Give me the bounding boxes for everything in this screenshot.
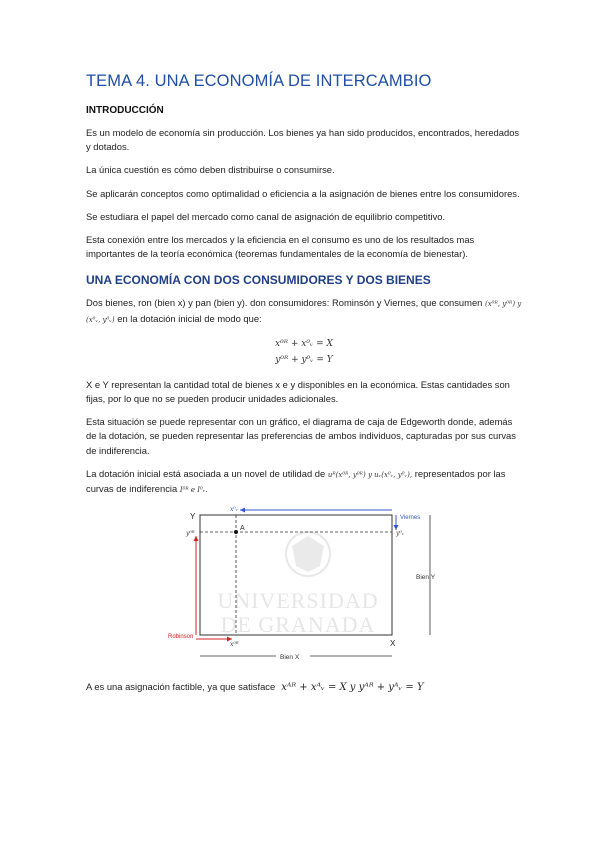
university-watermark: [217, 532, 378, 637]
bien-y-label: Bien Y: [416, 574, 436, 582]
utility-text: La dotación inicial está asociada a un novel de utilidad de: [86, 467, 326, 479]
page-title: TEMA 4. UNA ECONOMÍA DE INTERCAMBIO: [86, 72, 432, 90]
equation-block: [86, 336, 522, 368]
goods-text: Dos bienes, ron (bien x) y pan (bien y). don consumidores: Rominsón y Viernes, que consumen: [86, 297, 483, 309]
watermark-line-2: DE GRANADA: [220, 612, 376, 638]
feasibility-math: xᴬᴿ + xᴬᵥ = X y yᴬᴿ + yᴬᵥ = Y: [281, 682, 424, 694]
point-a-label: A: [240, 525, 245, 533]
robinson-label: Robinson: [168, 634, 194, 641]
allocation-point-a: [234, 530, 238, 534]
utility-text-2: representados por las curvas de indiferencia: [86, 467, 506, 495]
bien-x-label: Bien X: [280, 654, 300, 662]
edgeworth-box-diagram: [86, 506, 522, 668]
yV-label: y⁰ᵥ: [396, 530, 405, 538]
document-content: [86, 72, 522, 704]
edgeworth-paragraph: Esta situación se puede representar con un gráfico, el diagrama de caja de Edgeworth donde, además de la dotación, se pueden representar las preferencias de ambos individuos, capturadas por sus curvas de indiferencia.: [86, 416, 516, 456]
indifference-math: I⁰ᴿ e I⁰ᵥ.: [179, 486, 208, 495]
xV-label: x⁰ᵥ: [230, 506, 239, 514]
feasibility-text: A es una asignación factible, ya que satisface: [86, 681, 276, 693]
intro-paragraph-4: Se estudiara el papel del mercado como canal de asignación de equilibrio competitivo.: [86, 210, 446, 222]
box-label-y: Y: [190, 512, 196, 522]
xR-label: x⁰ᴿ: [230, 641, 239, 649]
endowment-math: (x⁰ᴿ, y⁰ᴿ) y (x⁰ᵥ, y⁰ᵥ): [86, 300, 522, 324]
intro-paragraph-3: Se aplicarán conceptos como optimalidad o eficiencia a la asignación de bienes entre los consumidores.: [86, 187, 520, 199]
edgeworth-box-figure: [86, 506, 522, 668]
viernes-label: Viernes: [400, 515, 421, 522]
utility-math: uᴿ(x⁰ᴿ, y⁰ᴿ) y uᵥ(x⁰ᵥ, y⁰ᵥ),: [327, 470, 413, 479]
intro-heading: INTRODUCCIÓN: [86, 105, 164, 116]
equation-y: y⁰ᴿ + y⁰ᵥ = Y: [275, 354, 333, 365]
feasibility-paragraph: [86, 680, 522, 695]
section-heading: UNA ECONOMÍA CON DOS CONSUMIDORES Y DOS BIENES: [86, 273, 431, 288]
watermark-line-1: UNIVERSIDAD: [217, 588, 379, 614]
goods-paragraph: [86, 296, 522, 326]
utility-paragraph: [86, 467, 522, 497]
intro-paragraph-1: Es un modelo de economía sin producción. Los bienes ya han sido producidos, encontrados, heredados y dotados.: [86, 127, 520, 153]
equation-x: x⁰ᴿ + x⁰ᵥ = X: [275, 338, 333, 349]
yR-label: y⁰ᴿ: [186, 530, 195, 538]
totals-paragraph: X e Y representan la cantidad total de bienes x e y disponibles en la económica. Estas cantidades son fijas, por lo que no se pueden producir unidades adicionales.: [86, 378, 510, 405]
box-label-x: X: [390, 639, 396, 649]
intro-paragraph-5: Esta conexión entre los mercados y la eficiencia en el consumo es uno de los resultados mas importantes de la teoría económica (teoremas fundamentales de la economía de bienestar).: [86, 234, 475, 260]
goods-text-tail: en la dotación inicial de modo que:: [117, 312, 262, 324]
intro-paragraph-2: La única cuestión es cómo deben distribuirse o consumirse.: [86, 164, 335, 176]
